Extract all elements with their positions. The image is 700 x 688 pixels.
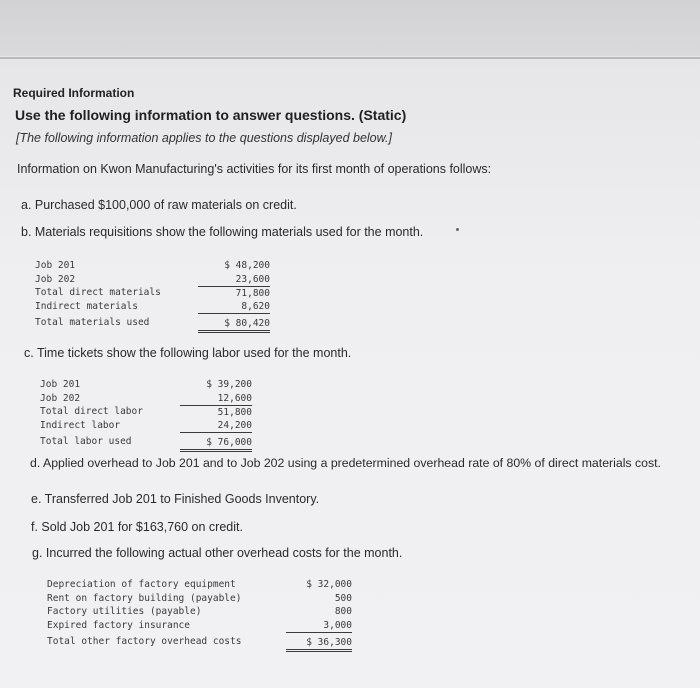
intro-text: Information on Kwon Manufacturing's activities for its first month of operations follows:	[17, 162, 492, 176]
table-row-value: 800	[334, 606, 352, 617]
table-row-label: Job 202	[35, 273, 76, 285]
top-divider	[0, 57, 700, 59]
applies-note: [The following information applies to the questions displayed below.]	[16, 131, 392, 145]
table-row-value: $ 39,200	[206, 379, 252, 390]
labor-values	[180, 378, 252, 452]
item-e: e. Transferred Job 201 to Finished Goods Inventory.	[31, 492, 320, 506]
required-information-title: Required Information	[13, 86, 135, 100]
stray-dot	[456, 228, 459, 231]
table-row-value: 23,600	[198, 273, 270, 287]
table-row-value: 71,800	[235, 287, 270, 299]
table-row-label: Depreciation of factory equipment	[47, 579, 236, 590]
table-row-total: $ 76,000	[180, 436, 252, 452]
table-row-label: Factory utilities (payable)	[47, 606, 202, 617]
overhead-labels	[47, 578, 267, 649]
materials-values	[198, 259, 270, 333]
table-row-label: Rent on factory building (payable)	[47, 592, 242, 604]
table-row-label: Total materials used	[35, 317, 150, 328]
overhead-values	[286, 578, 352, 652]
table-row-label: Expired factory insurance	[47, 619, 190, 631]
table-row-label: Total labor used	[40, 436, 132, 447]
table-row-label: Job 201	[40, 379, 81, 390]
table-row-label: Total other factory overhead costs	[47, 636, 242, 647]
table-row-label: Job 201	[35, 260, 76, 271]
table-row-total: $ 36,300	[286, 636, 352, 652]
item-a: a. Purchased $100,000 of raw materials on credit.	[21, 198, 297, 212]
item-b: b. Materials requisitions show the following materials used for the month.	[21, 225, 424, 239]
table-row-label: Indirect materials	[35, 300, 138, 312]
table-row-value: 8,620	[198, 300, 270, 314]
item-g: g. Incurred the following actual other overhead costs for the month.	[32, 546, 403, 560]
table-row-value: 12,600	[180, 392, 252, 406]
table-row-value: $ 48,200	[224, 260, 270, 271]
top-band	[0, 0, 700, 56]
table-row-label: Total direct materials	[35, 287, 161, 298]
table-row-label: Indirect labor	[40, 419, 121, 431]
table-row-label: Job 202	[40, 392, 81, 404]
item-f: f. Sold Job 201 for $163,760 on credit.	[31, 520, 243, 534]
labor-labels	[40, 378, 180, 449]
item-c: c. Time tickets show the following labor used for the month.	[24, 346, 352, 360]
table-row-value: 500	[334, 592, 352, 604]
table-row-value: 24,200	[180, 419, 252, 433]
table-row-value: 3,000	[286, 619, 352, 633]
table-row-value: $ 32,000	[306, 579, 352, 590]
materials-labels	[35, 259, 175, 330]
table-row-label: Total direct labor	[40, 406, 143, 417]
table-row-total: $ 80,420	[198, 317, 270, 333]
table-row-value: 51,800	[217, 406, 252, 418]
item-d: d. Applied overhead to Job 201 and to Job 202 using a predetermined overhead rate of 80% of direct materials cost.	[30, 456, 661, 470]
instructions-heading: Use the following information to answer questions. (Static)	[15, 107, 407, 123]
